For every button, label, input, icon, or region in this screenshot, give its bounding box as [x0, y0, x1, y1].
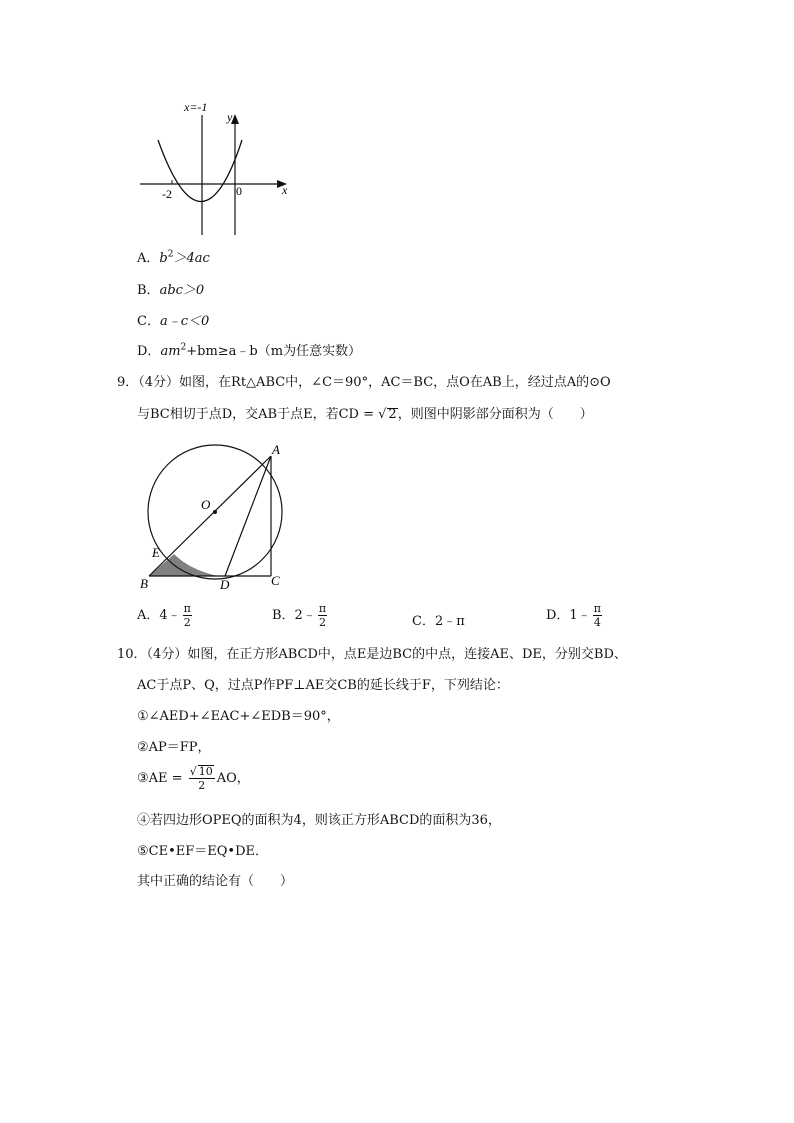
tick-label-neg2: -2: [162, 187, 172, 201]
origin-label: 0: [236, 184, 242, 198]
label-e: E: [152, 545, 160, 560]
q10-statement-4: ④若四边形OPEQ的面积为4，则该正方形ABCD的面积为36，: [137, 813, 501, 828]
q9-line1: 9．（4分）如图，在Rt△ABC中，∠C＝90°，AC＝BC，点O在AB上，经过点A的⊙O: [117, 375, 611, 390]
label-a: A: [272, 442, 280, 457]
q10-line1: 10．（4分）如图，在正方形ABCD中，点E是边BC的中点，连接AE、DE，分别交BD、: [117, 647, 627, 662]
q9-option-c: C．2﹣π: [412, 614, 465, 629]
y-axis-label: y: [227, 110, 233, 124]
q10-line2: AC于点P、Q，过点P作PF⊥AE交CB的延长线于F，下列结论：: [137, 678, 509, 693]
label-b: B: [140, 576, 148, 591]
segment-ab: [149, 456, 271, 576]
q8-option-d: D．$am^2+bm\ge a﹣b(m$为任意实数）: [137, 342, 362, 359]
q10-statement-3: ③AE = $\frac{√ 10}{2}$ AO，: [137, 765, 250, 792]
q8-option-a: A．$b^2>4ac$: [137, 249, 210, 266]
q9-line2: 与BC相切于点D，交AB于点E，若CD = √ 2，则图中阴影部分面积为（ ）: [137, 407, 593, 422]
label-c: C: [271, 573, 280, 588]
q10-statement-1: ①∠AED+∠EAC+∠EDB＝90°，: [137, 709, 340, 724]
q9-option-d: D．1﹣ $\frac{\pi}{4}$: [546, 602, 601, 629]
q9-option-a: A．4﹣ $\frac{\pi}{2}$: [137, 602, 191, 629]
q10-statement-5: ⑤CE•EF＝EQ•DE．: [137, 844, 268, 859]
q10-closing: 其中正确的结论有（ ）: [137, 874, 294, 889]
center-point-o: [213, 510, 217, 514]
line-label: x=-1: [184, 100, 208, 114]
label-o: O: [201, 497, 211, 512]
q10-statement-2: ②AP＝FP，: [137, 740, 211, 755]
parabola-figure: [130, 95, 300, 245]
q8-option-b: B．abc＞0: [137, 283, 205, 298]
q8-option-c: C．a﹣c＜0: [137, 314, 210, 329]
x-axis-label: x: [282, 183, 288, 197]
label-d: D: [220, 577, 230, 592]
q9-option-b: B．2﹣ $\frac{\pi}{2}$: [272, 602, 327, 629]
circle-triangle-figure: [130, 438, 310, 598]
